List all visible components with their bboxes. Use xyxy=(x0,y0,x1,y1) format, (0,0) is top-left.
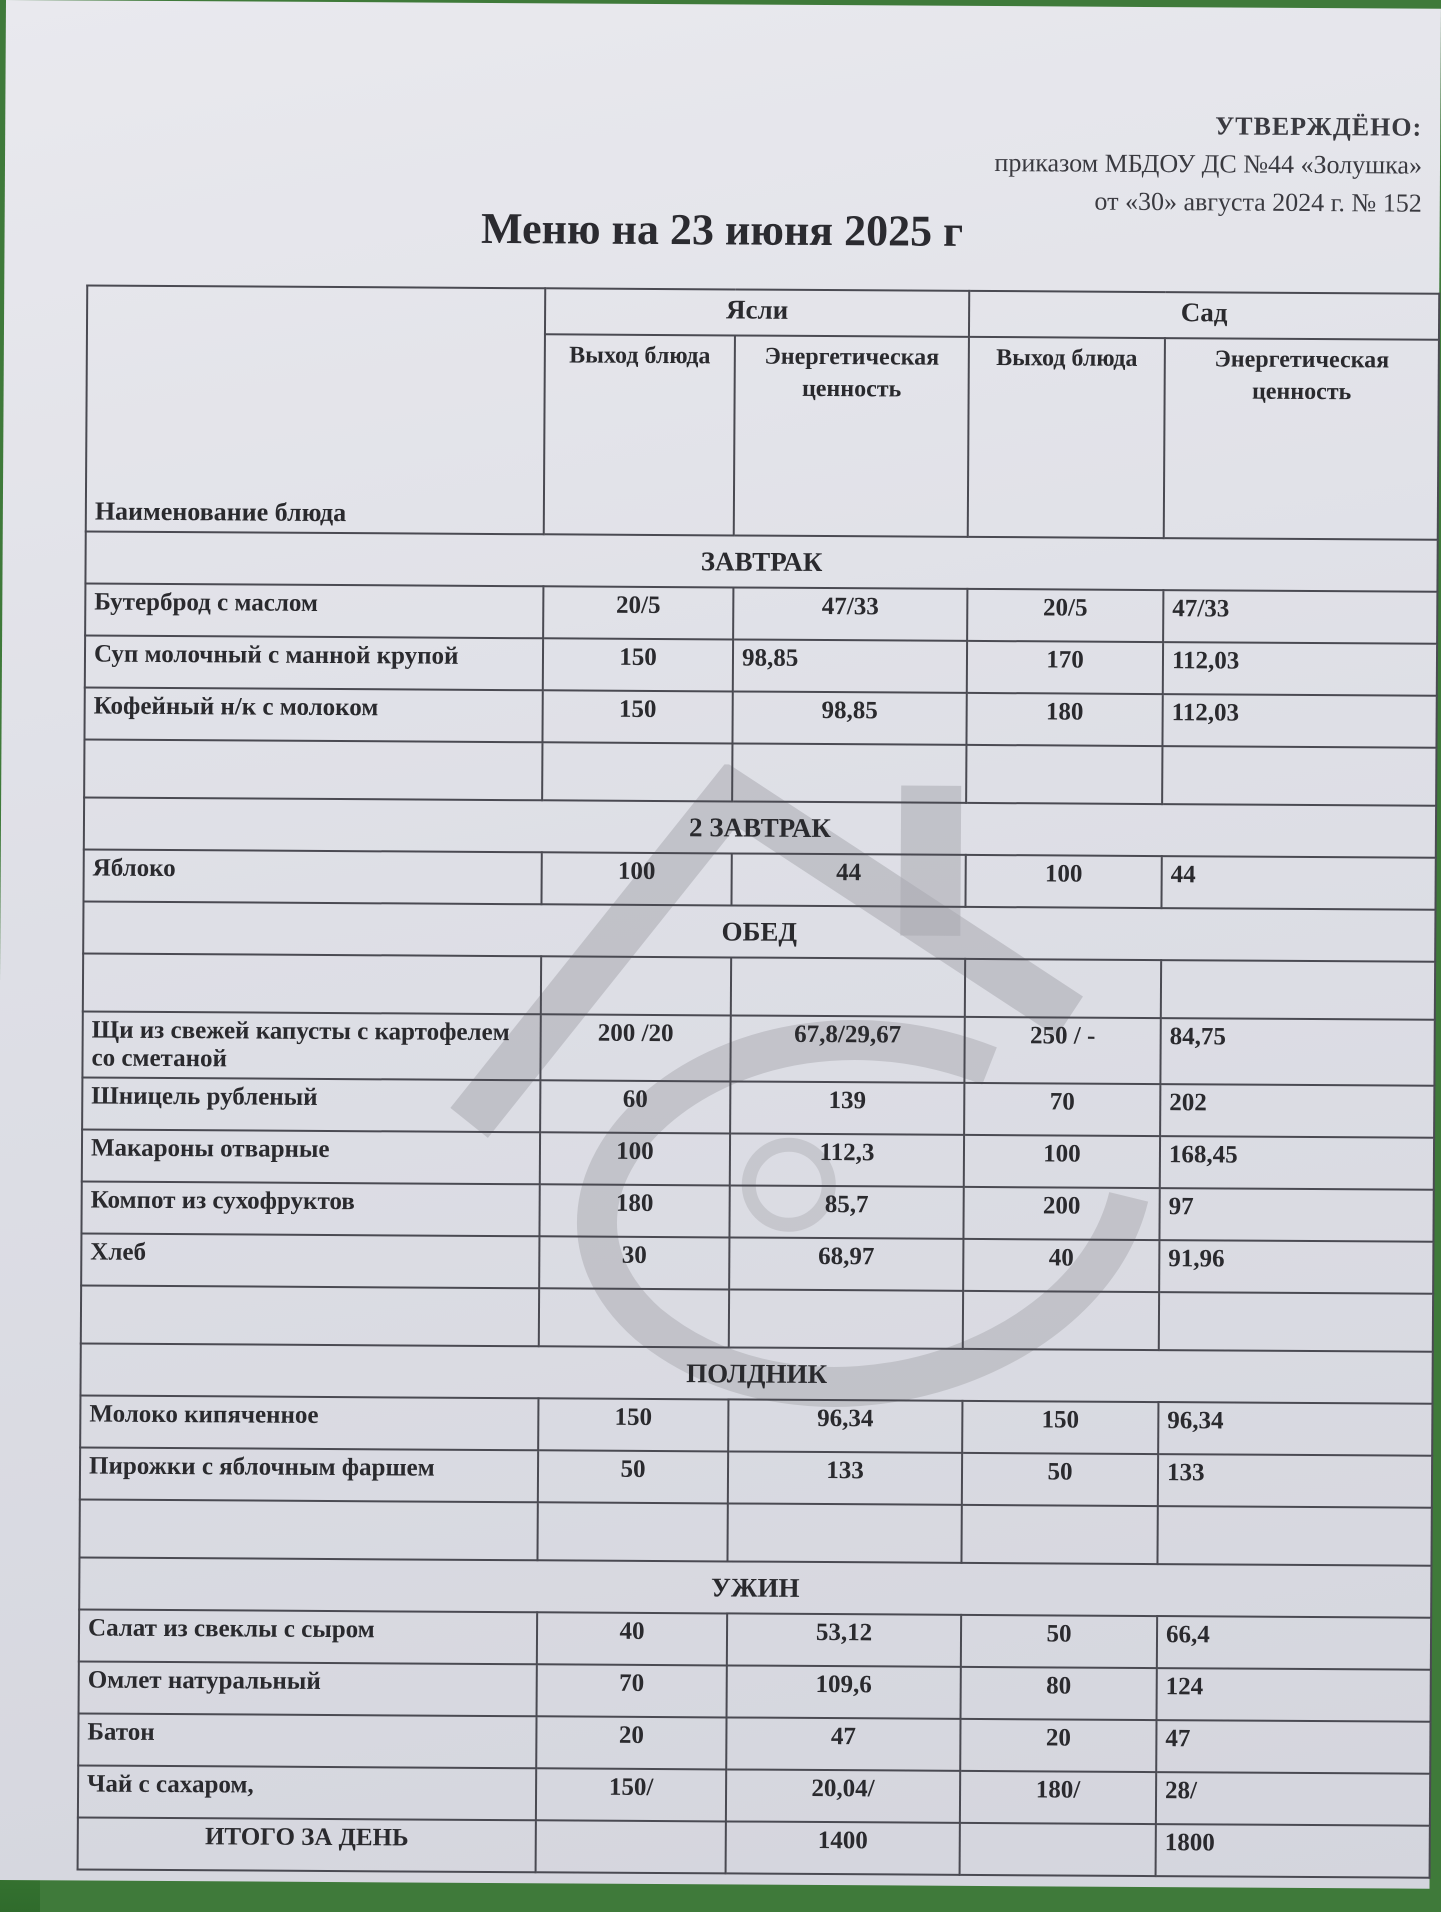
garden-yield: 20 xyxy=(960,1719,1156,1772)
dish-name: Хлеб xyxy=(81,1233,539,1288)
total-garden-energy: 1800 xyxy=(1156,1824,1430,1878)
dish-name: Макароны отварные xyxy=(82,1129,540,1184)
nursery-yield: 30 xyxy=(539,1236,729,1289)
garden-energy: 133 xyxy=(1158,1454,1432,1508)
nursery-energy: 53,12 xyxy=(727,1613,961,1666)
nursery-energy: 112,3 xyxy=(730,1133,964,1186)
section-lunch xyxy=(83,901,1435,961)
table-header-groups xyxy=(87,286,1439,340)
section-title: 2 ЗАВТРАК xyxy=(84,797,1436,857)
nursery-energy: 67,8/29,67 xyxy=(730,1015,964,1082)
garden-yield: 150 xyxy=(962,1401,1158,1454)
total-nursery-yield xyxy=(536,1820,726,1873)
garden-group-header: Сад xyxy=(969,291,1439,340)
garden-energy: 202 xyxy=(1160,1084,1434,1138)
approval-date-line: от «30» августа 2024 г. № 152 xyxy=(1094,186,1422,218)
garden-yield: 180 xyxy=(966,693,1162,746)
garden-yield: 40 xyxy=(963,1239,1159,1292)
dish-name: Щи из свежей капусты с картофелем со сметаной xyxy=(82,1011,540,1080)
dish-name: Омлет натуральный xyxy=(79,1661,537,1716)
garden-energy: 112,03 xyxy=(1162,694,1436,748)
garden-yield: 20/5 xyxy=(967,589,1163,642)
nursery-yield: 150/ xyxy=(536,1768,726,1821)
nursery-yield: 40 xyxy=(537,1612,727,1665)
dish-name: Шницель рубленый xyxy=(82,1077,540,1132)
garden-energy: 84,75 xyxy=(1160,1018,1434,1086)
nursery-energy: 44 xyxy=(731,853,965,906)
nursery-energy: 98,85 xyxy=(732,691,966,744)
total-nursery-energy: 1400 xyxy=(726,1821,960,1874)
nursery-energy: 47/33 xyxy=(733,587,967,640)
approval-heading: УТВЕРЖДЁНО: xyxy=(1215,111,1423,142)
table-row xyxy=(82,1011,1434,1085)
table-row xyxy=(82,1077,1434,1137)
nursery-energy: 98,85 xyxy=(733,639,967,692)
section-breakfast2 xyxy=(84,797,1436,857)
garden-yield: 100 xyxy=(965,855,1161,908)
nursery-yield: 70 xyxy=(537,1664,727,1717)
garden-yield: 50 xyxy=(961,1615,1157,1668)
nursery-energy: 109,6 xyxy=(727,1665,961,1718)
table-row xyxy=(78,1765,1430,1825)
menu-table xyxy=(77,284,1441,1878)
nursery-energy: 47 xyxy=(726,1717,960,1770)
nursery-yield: 200 /20 xyxy=(540,1014,730,1081)
approval-stamp-block xyxy=(994,106,1422,223)
section-snack xyxy=(80,1343,1432,1403)
nursery-energy: 139 xyxy=(730,1081,964,1134)
total-garden-yield xyxy=(960,1823,1156,1876)
dish-name: Салат из свеклы с сыром xyxy=(79,1609,537,1664)
empty-row xyxy=(79,1499,1431,1565)
garden-yield: 80 xyxy=(961,1667,1157,1720)
dish-name: Батон xyxy=(78,1713,536,1768)
empty-row xyxy=(81,1285,1433,1351)
garden-yield: 100 xyxy=(964,1135,1160,1188)
table-row xyxy=(84,687,1436,747)
table-row xyxy=(79,1661,1431,1721)
dish-name: Яблоко xyxy=(83,849,541,904)
table-row xyxy=(83,849,1435,909)
nursery-group-header: Ясли xyxy=(545,288,969,337)
dish-name: Чай с сахаром, xyxy=(78,1765,536,1820)
nursery-energy: 96,34 xyxy=(728,1399,962,1452)
garden-yield: 70 xyxy=(964,1083,1160,1136)
garden-yield: 180/ xyxy=(960,1771,1156,1824)
nursery-yield: 20/5 xyxy=(543,586,733,639)
nursery-yield: 60 xyxy=(540,1080,730,1133)
table-row xyxy=(79,1609,1431,1669)
garden-energy-header: Энергетическая ценность xyxy=(1164,338,1439,540)
nursery-yield: 150 xyxy=(543,638,733,691)
dish-name: Пирожки с яблочным фаршем xyxy=(80,1447,538,1502)
total-row xyxy=(78,1817,1430,1877)
section-title: УЖИН xyxy=(79,1557,1431,1617)
garden-yield: 200 xyxy=(963,1187,1159,1240)
dish-name: Бутерброд с маслом xyxy=(85,583,543,638)
garden-energy: 47/33 xyxy=(1163,590,1437,644)
nursery-energy: 133 xyxy=(728,1451,962,1504)
nursery-energy: 68,97 xyxy=(729,1237,963,1290)
garden-energy: 96,34 xyxy=(1158,1402,1432,1456)
garden-yield: 250 / - xyxy=(964,1017,1160,1084)
table-row xyxy=(81,1233,1433,1293)
garden-energy: 97 xyxy=(1159,1188,1433,1242)
dish-name: Компот из сухофруктов xyxy=(81,1181,539,1236)
garden-energy: 47 xyxy=(1156,1720,1430,1774)
total-label: ИТОГО ЗА ДЕНЬ xyxy=(78,1817,536,1872)
nursery-yield: 100 xyxy=(540,1132,730,1185)
nursery-yield: 50 xyxy=(538,1450,728,1503)
page-title: Меню на 23 июня 2025 г xyxy=(480,203,964,256)
nursery-yield-header: Выход блюда xyxy=(544,334,735,535)
garden-energy: 168,45 xyxy=(1160,1136,1434,1190)
garden-yield-header: Выход блюда xyxy=(968,337,1165,538)
section-breakfast xyxy=(85,531,1437,591)
dish-name: Суп молочный с манной крупой xyxy=(85,635,543,690)
section-title: ОБЕД xyxy=(83,901,1435,961)
approval-order-line: приказом МБДОУ ДС №44 «Золушка» xyxy=(994,148,1423,180)
nursery-energy-header: Энергетическая ценность xyxy=(734,335,969,536)
empty-row xyxy=(84,739,1436,805)
garden-energy: 66,4 xyxy=(1157,1616,1431,1670)
table-row xyxy=(81,1181,1433,1241)
section-title: ЗАВТРАК xyxy=(85,531,1437,591)
dish-name-header: Наименование блюда xyxy=(86,286,545,535)
empty-row xyxy=(83,953,1435,1019)
garden-energy: 112,03 xyxy=(1163,642,1437,696)
nursery-energy: 85,7 xyxy=(729,1185,963,1238)
garden-energy: 91,96 xyxy=(1159,1240,1433,1294)
garden-energy: 28/ xyxy=(1156,1772,1430,1826)
nursery-yield: 100 xyxy=(541,852,731,905)
section-dinner xyxy=(79,1557,1431,1617)
garden-yield: 50 xyxy=(962,1453,1158,1506)
table-row xyxy=(85,635,1437,695)
dish-name: Молоко кипяченное xyxy=(80,1395,538,1450)
nursery-yield: 180 xyxy=(539,1184,729,1237)
table-row xyxy=(80,1447,1432,1507)
dish-name: Кофейный н/к с молоком xyxy=(84,687,542,742)
table-row xyxy=(82,1129,1434,1189)
garden-energy: 44 xyxy=(1161,856,1435,910)
nursery-yield: 150 xyxy=(538,1398,728,1451)
garden-energy: 124 xyxy=(1157,1668,1431,1722)
table-row xyxy=(85,583,1437,643)
nursery-energy: 20,04/ xyxy=(726,1769,960,1822)
garden-yield: 170 xyxy=(967,641,1163,694)
table-row xyxy=(80,1395,1432,1455)
nursery-yield: 150 xyxy=(542,690,732,743)
table-row xyxy=(78,1713,1430,1773)
nursery-yield: 20 xyxy=(536,1716,726,1769)
section-title: ПОЛДНИК xyxy=(80,1343,1432,1403)
